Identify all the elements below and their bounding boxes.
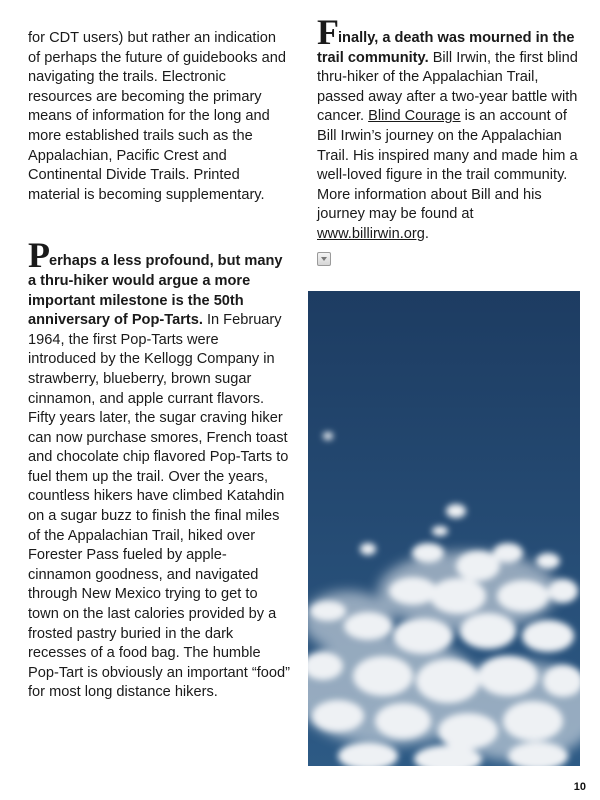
dropdown-icon[interactable] [317,252,331,266]
paragraph-body: is an account of Bill Irwin’s journey on the Appalachian Trail. His inspired many and made him a well-loved figure in the trail community. More information about Bill and his journey may be found at [317,108,578,223]
drop-cap: P [28,235,49,276]
drop-cap: F [317,12,338,52]
poptart-paragraph [28,235,290,703]
continued-paragraph: for CDT users) but rather an indication of perhaps the future of guidebooks and navigating the trails. Electronic resources are becoming the primary means of information for the long and more established trails such as the Appalachian, Pacific Crest and Continental Divide Trails. Printed material is becoming supplementary. [28,30,287,203]
right-column [317,12,585,245]
sky-clouds-photo [308,291,580,766]
page-number: 10 [573,781,586,793]
left-column [28,29,290,703]
blind-courage-link[interactable]: Blind Courage [368,108,461,125]
paragraph-body: . [424,225,429,242]
billirwin-website-link[interactable]: www.billirwin.org [317,225,425,242]
paragraph-body: In February 1964, the first Pop-Tarts were introduced by the Kellogg Company in strawberry, blueberry, brown sugar cinnamon, and apple currant flavors. Fifty years later, the sugar craving hiker can now purchase smores, French toast and chocolate chip flavored Pop-Tarts to fuel them up the trail. Over the years, countless hikers have climbed Katahdin on a sugar buzz to finish the final miles of the Appalachian Trail, hiked over Forester Pass fueled by apple-cinnamon goodness, and navigated through New Mexico trying to get to town on the last calories provided by a frosted pastry buried in the dark recesses of a food bag. The humble Pop-Tart is obviously an important “food” for most long distance hikers. [28,312,290,701]
lead-in: erhaps a less profound, but many a thru-hiker would argue a more important milestone is the 50th anniversary of Pop-Tarts. [28,253,283,329]
paragraph-gap [28,205,290,241]
lead-in: inally, a death was mourned in the trail community. [317,30,575,66]
bill-irwin-paragraph [317,12,585,245]
paragraph-body: Bill Irwin, the first blind thru-hiker of the Appalachian Trail, passed away after a two-year battle with cancer. [317,49,578,125]
